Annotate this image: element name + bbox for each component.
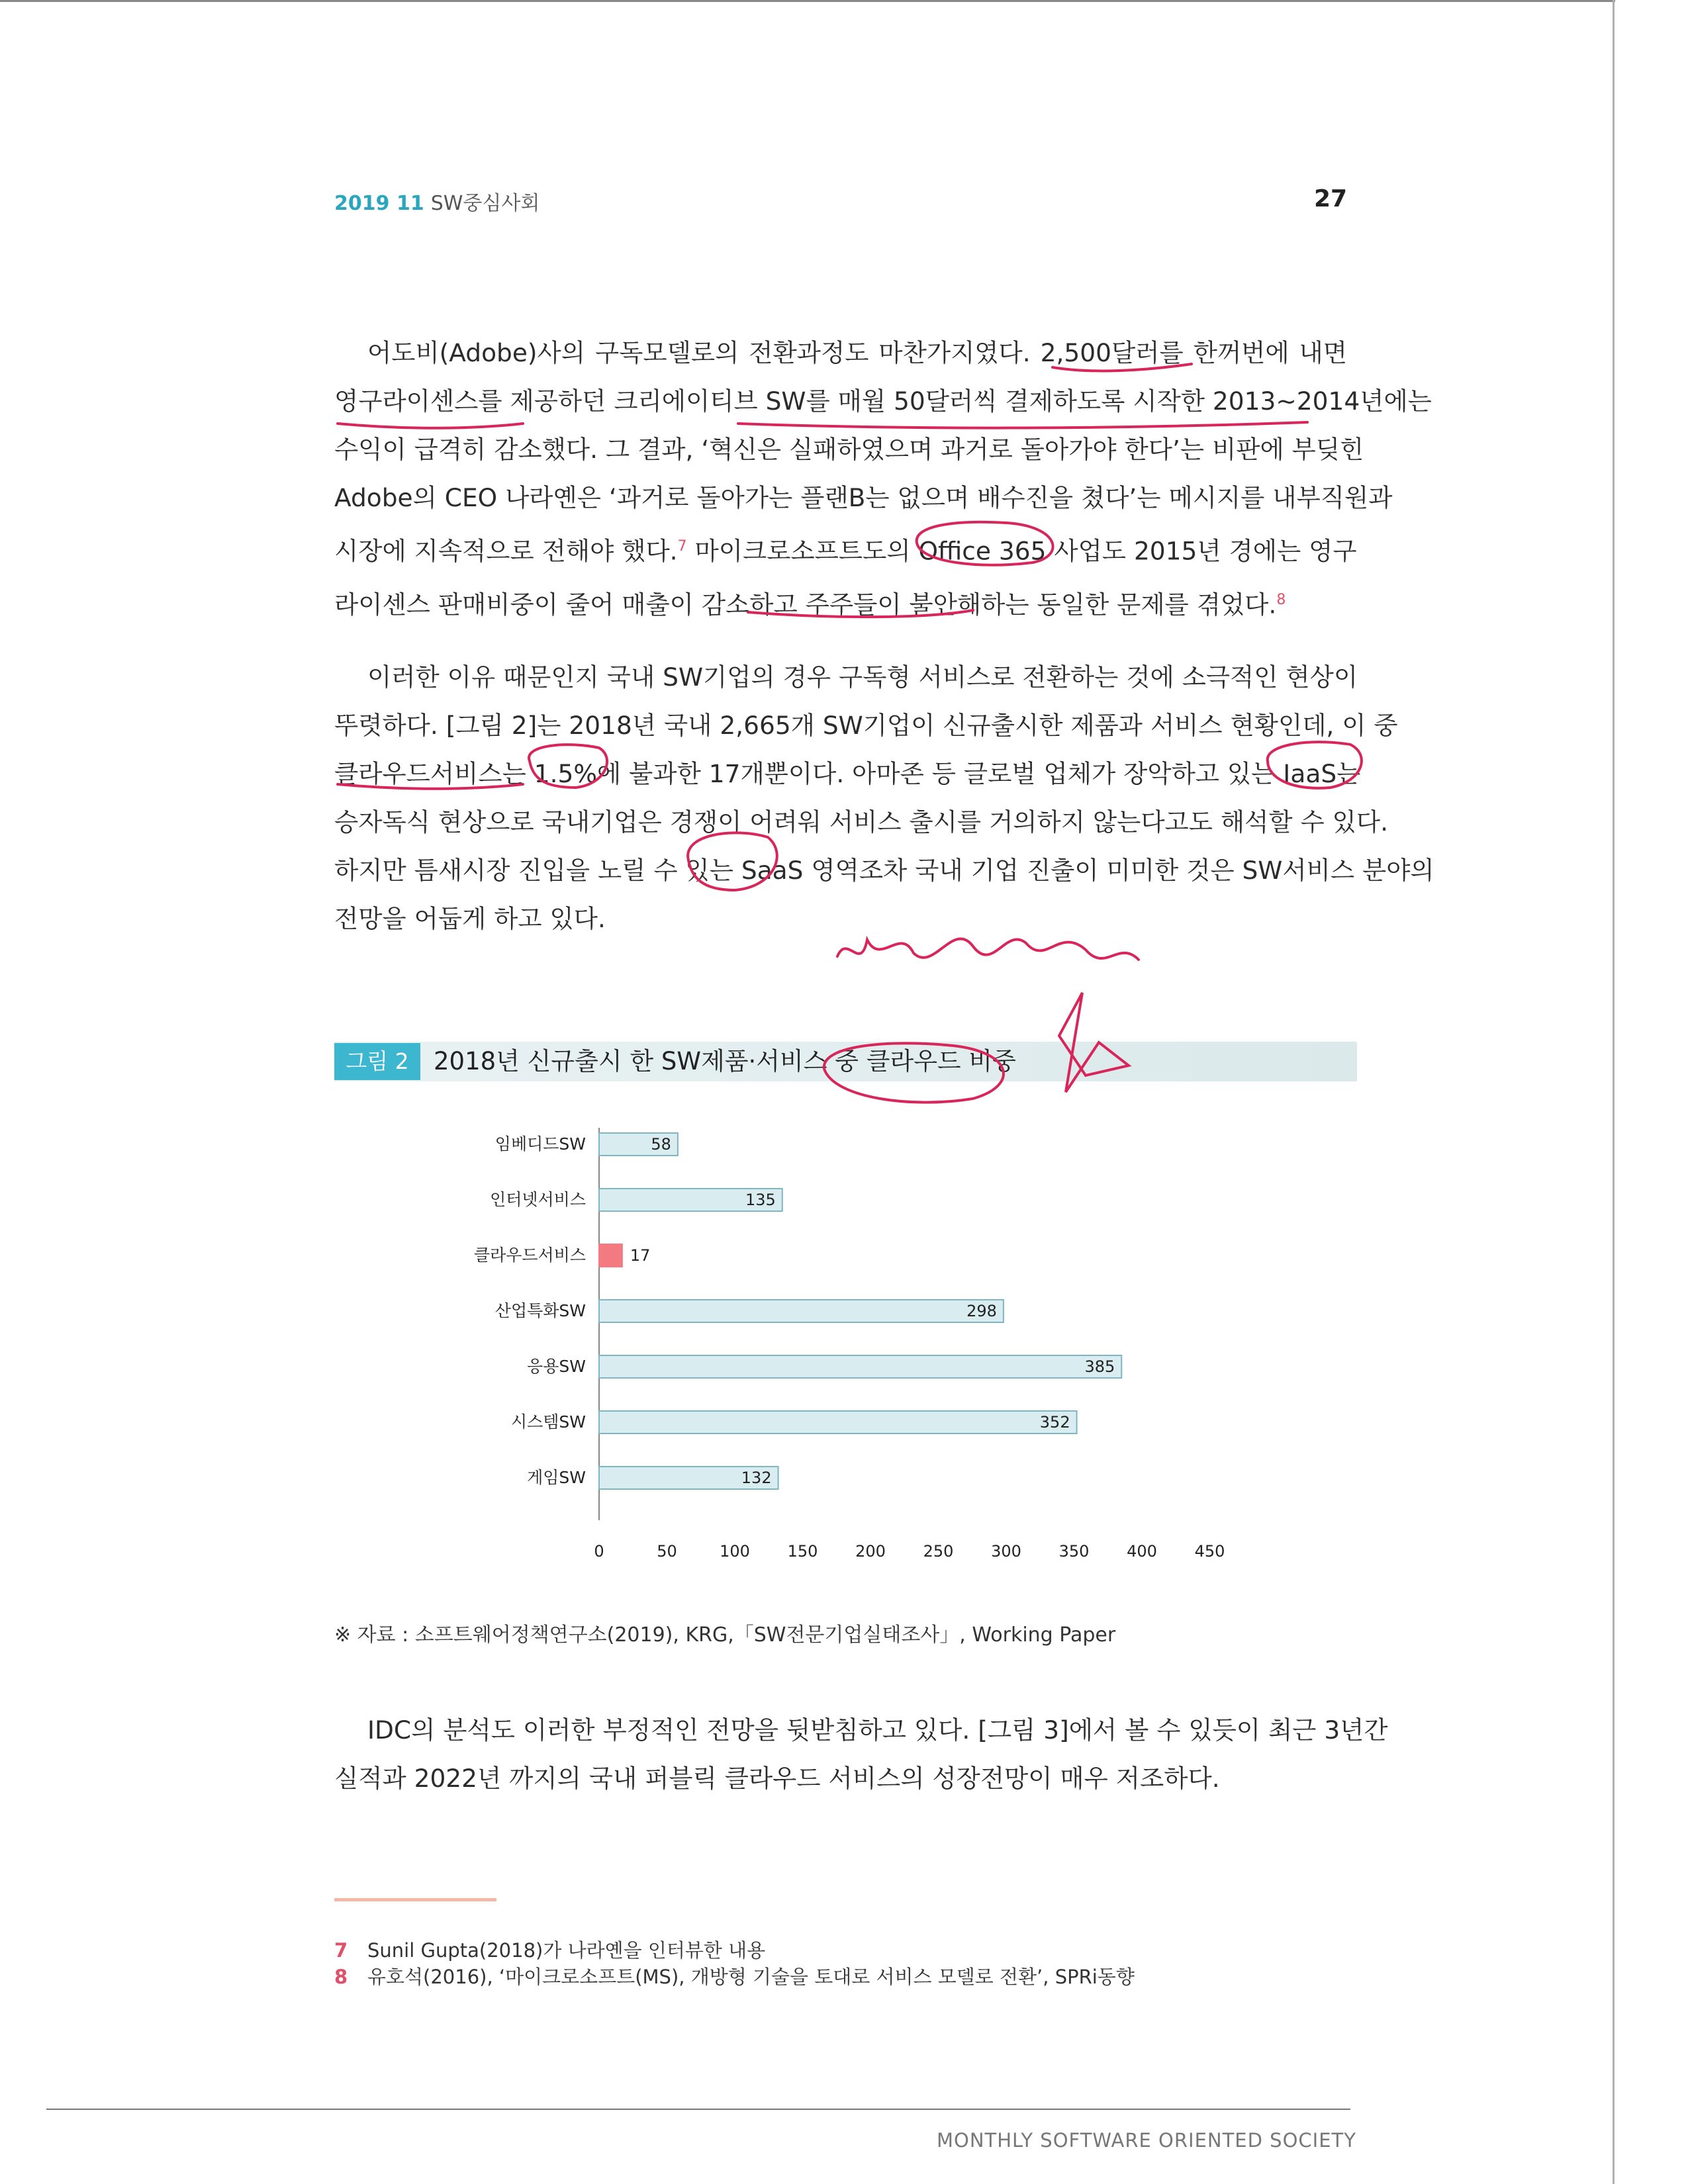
- data-label: 17: [630, 1246, 651, 1265]
- bar: [599, 1355, 1121, 1378]
- text-line-with-footnote: [334, 522, 1357, 576]
- text-line: 이러한 이유 때문인지 국내 SW기업의 경우 구독형 서비스로 전환하는 것에 소극적인 현상이: [367, 662, 1358, 692]
- text-line: 클라우드서비스는 1.5%에 불과한 17개뿐이다. 아마존 등 글로벌 업체가 장악하고 있는 IaaS는: [334, 759, 1361, 788]
- x-tick-label: 300: [991, 1542, 1021, 1561]
- x-tick-label: 350: [1058, 1542, 1090, 1561]
- footer-text: MONTHLY SOFTWARE ORIENTED SOCIETY: [937, 2129, 1356, 2152]
- text-line-with-footnote: [334, 576, 1347, 629]
- category-label: 게임SW: [527, 1468, 586, 1487]
- category-label: 응용SW: [527, 1357, 586, 1376]
- x-tick-label: 50: [657, 1542, 677, 1561]
- text-line: 수익이 급격히 감소했다. 그 결과, ‘혁신은 실패하였으며 과거로 돌아가야 한다’는 비판에 부딪힌: [334, 435, 1364, 464]
- text-line: 실적과 2022년 까지의 국내 퍼블릭 클라우드 서비스의 성장전망이 매우 저조하다.: [334, 1764, 1220, 1793]
- text-line: 영구라이센스를 제공하던 크리에이티브 SW를 매월 50달러씩 결제하도록 시작한 2013~2014년에는: [334, 387, 1432, 416]
- x-tick-label: 450: [1194, 1542, 1225, 1561]
- footnote-number: 7: [334, 1939, 348, 1962]
- bar: [599, 1244, 622, 1267]
- text-line: 뚜렷하다. [그림 2]는 2018년 국내 2,665개 SW기업이 신규출시한 제품과 서비스 현황인데, 이 중: [334, 711, 1398, 740]
- x-tick-label: 250: [923, 1542, 954, 1561]
- category-label: 산업특화SW: [494, 1301, 586, 1320]
- data-label: 135: [745, 1191, 776, 1209]
- text-line: 승자독식 현상으로 국내기업은 경쟁이 어려워 서비스 출시를 거의하지 않는다고도 해석할 수 있다.: [334, 807, 1389, 837]
- figure-title: 2018년 신규출시 한 SW제품·서비스 중 클라우드 비중: [434, 1047, 1016, 1075]
- footnote-8: [334, 1962, 1135, 1989]
- paragraph-adobe: [334, 329, 1432, 629]
- category-label: 인터넷서비스: [490, 1190, 586, 1209]
- footnote-7: [334, 1936, 765, 1963]
- page-number: 27: [1314, 185, 1348, 212]
- footnote-number: 8: [334, 1966, 348, 1988]
- footnote-text: 유호석(2016), ‘마이크로소프트(MS), 개방형 기술을 토대로 서비스 모델로 전환’, SPRi동향: [367, 1966, 1135, 1988]
- running-header: [334, 187, 539, 216]
- figure-tag: 그림 2: [334, 1043, 420, 1080]
- category-label: 임베디드SW: [494, 1134, 586, 1154]
- x-tick-label: 200: [855, 1542, 886, 1561]
- issue-label: 2019 11: [334, 192, 424, 215]
- x-tick-label: 150: [787, 1542, 818, 1561]
- data-label: 385: [1084, 1357, 1115, 1376]
- text-segment: 마이크로소프트도의 Office 365 사업도 2015년 경에는 영구: [694, 536, 1357, 566]
- category-label: 시스템SW: [510, 1412, 586, 1432]
- footnote-rule: [334, 1898, 496, 1901]
- footnote-ref-8[interactable]: 8: [1276, 591, 1286, 608]
- text-segment: 라이센스 판매비중이 줄어 매출이 감소하고 주주들이 불안해하는 동일한 문제를 겪었다.: [334, 590, 1277, 619]
- text-line: IDC의 분석도 이러한 부정적인 전망을 뒷받침하고 있다. [그림 3]에서 볼 수 있듯이 최근 3년간: [367, 1715, 1388, 1745]
- bar: [599, 1300, 1004, 1322]
- text-line: 전망을 어둡게 하고 있다.: [334, 904, 606, 933]
- section-label: SW중심사회: [430, 192, 540, 215]
- bottom-rule: [46, 2109, 1350, 2110]
- top-rule: [0, 0, 1615, 2]
- text-line: 어도비(Adobe)사의 구독모델로의 전환과정도 마찬가지였다. 2,500달러를 한꺼번에 내면: [367, 338, 1347, 367]
- footnote-ref-7[interactable]: 7: [677, 538, 687, 555]
- paragraph-idc: [334, 1706, 1388, 1803]
- x-tick-label: 0: [594, 1542, 604, 1561]
- text-line: 하지만 틈새시장 진입을 노릴 수 있는 SaaS 영역조차 국내 기업 진출이 미미한 것은 SW서비스 분야의: [334, 856, 1434, 885]
- paragraph-domestic: [334, 653, 1434, 943]
- right-page-edge: [1613, 0, 1615, 2184]
- footnote-text: Sunil Gupta(2018)가 나라옌을 인터뷰한 내용: [367, 1939, 766, 1962]
- x-tick-label: 400: [1127, 1542, 1157, 1561]
- figure-source: ※ 자료 : 소프트웨어정책연구소(2019), KRG,「SW전문기업실태조사」, Working Paper: [334, 1623, 1116, 1647]
- data-label: 298: [966, 1302, 997, 1320]
- x-tick-label: 100: [720, 1542, 750, 1561]
- bar-chart: [334, 1081, 1357, 1604]
- text-segment: 시장에 지속적으로 전해야 했다.: [334, 536, 678, 566]
- category-label: 클라우드서비스: [473, 1246, 586, 1265]
- data-label: 132: [741, 1469, 772, 1487]
- data-label: 352: [1039, 1413, 1070, 1432]
- data-label: 58: [651, 1135, 671, 1154]
- text-line: Adobe의 CEO 나라옌은 ‘과거로 돌아가는 플랜B는 없으며 배수진을 쳤다’는 메시지를 내부직원과: [334, 483, 1393, 512]
- bar: [599, 1411, 1077, 1433]
